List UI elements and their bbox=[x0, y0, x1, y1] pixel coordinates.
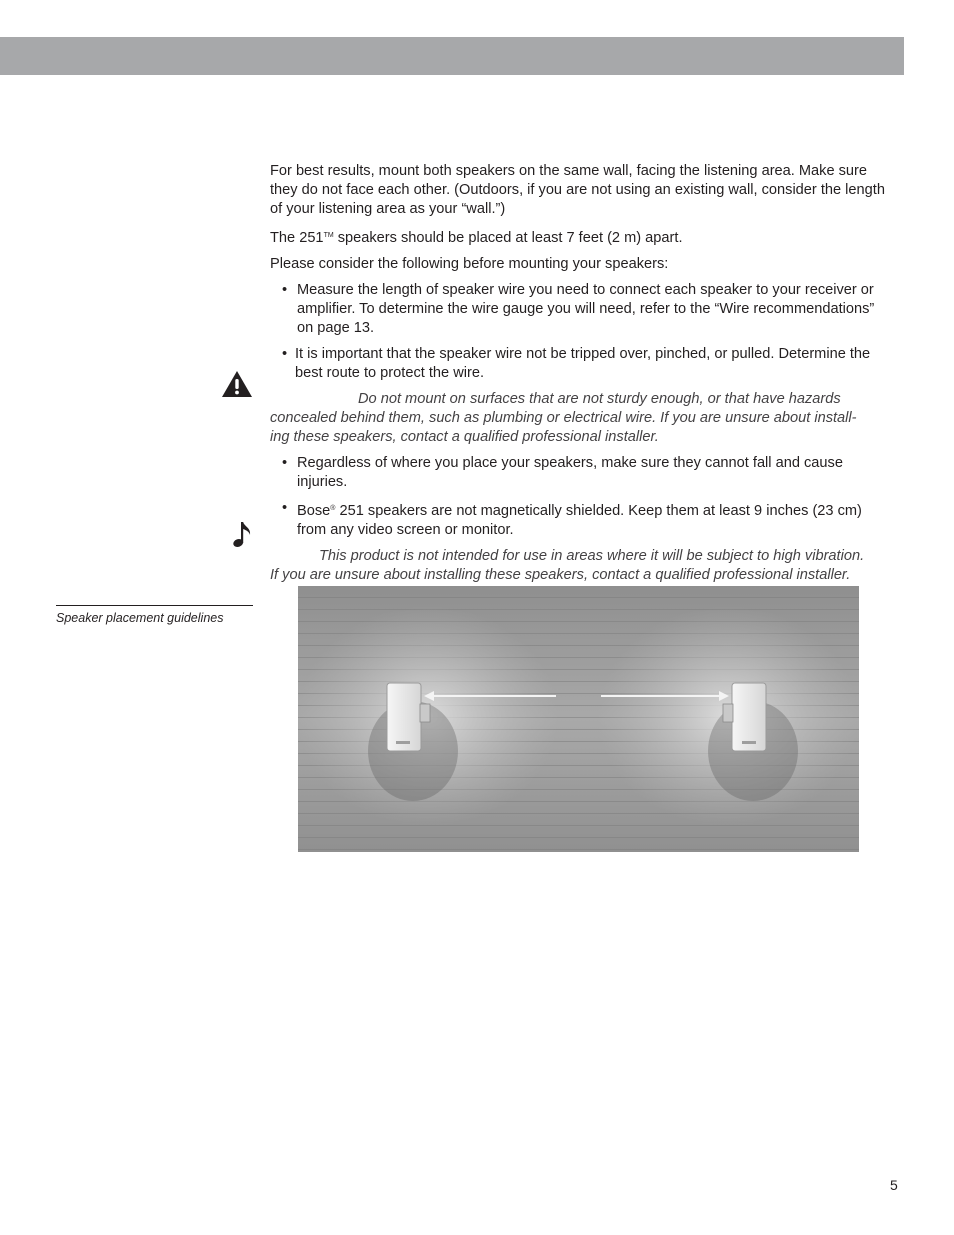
page-number: 5 bbox=[890, 1177, 898, 1193]
bullet-text-before: Bose bbox=[297, 503, 331, 519]
header-bar bbox=[0, 37, 904, 75]
intro-paragraph: For best results, mount both speakers on the same wall, facing the listening area. Make sure they do not face each other. (Outdoors, if you are not using an existing wall, consider the length of your listening area as your “wall.”) bbox=[270, 163, 885, 217]
registered-symbol: ® bbox=[330, 505, 336, 512]
note-notice bbox=[270, 547, 892, 585]
speaker-right bbox=[732, 683, 766, 751]
music-note-icon bbox=[232, 520, 254, 548]
caution-notice bbox=[270, 390, 892, 447]
bullet-dot: • bbox=[282, 500, 288, 516]
spacing-text-after: speakers should be placed at least 7 feet (2 m) apart. bbox=[333, 230, 683, 246]
bullet-dot: • bbox=[282, 282, 288, 298]
bullet-text: Measure the length of speaker wire you need to connect each speaker to your receiver or amplifier. To determine the wire gauge you will need, refer to the “Wire recommendations” on page 13. bbox=[297, 282, 875, 336]
speaker-left-bracket bbox=[420, 704, 430, 722]
caption-rule bbox=[56, 605, 253, 606]
spacing-paragraph bbox=[270, 226, 892, 248]
figure-caption: Speaker placement guidelines bbox=[56, 611, 224, 625]
bullet-dot: • bbox=[282, 455, 288, 471]
bullet-item bbox=[270, 281, 892, 338]
bullet-item bbox=[270, 345, 892, 383]
warning-triangle-icon bbox=[221, 370, 253, 398]
bullet-text: Regardless of where you place your speakers, make sure they cannot fall and cause injuries. bbox=[297, 455, 843, 490]
bullet-dot: • bbox=[282, 346, 288, 362]
speaker-left-logo bbox=[396, 741, 410, 744]
main-text bbox=[270, 162, 892, 585]
bullet-text-after: 251 speakers are not magnetically shielded. Keep them at least 9 inches (23 cm) from any video screen or monitor. bbox=[297, 503, 862, 538]
speaker-placement-illustration bbox=[298, 586, 859, 852]
consider-paragraph: Please consider the following before mounting your speakers: bbox=[270, 256, 669, 272]
bullet-text: It is important that the speaker wire not be tripped over, pinched, or pulled. Determine the best route to protect the wire. bbox=[295, 346, 871, 381]
speaker-right-logo bbox=[742, 741, 756, 744]
speaker-right-bracket bbox=[723, 704, 733, 722]
note-line: If you are unsure about installing these speakers, contact a qualified professional installer. bbox=[270, 567, 851, 583]
caution-line: concealed behind them, such as plumbing or electrical wire. If you are unsure about install- bbox=[270, 410, 857, 426]
bullet-item bbox=[270, 499, 892, 540]
speaker-left bbox=[387, 683, 421, 751]
trademark-symbol: TM bbox=[323, 232, 334, 239]
bullet-item bbox=[270, 454, 892, 492]
spacing-text-before: The 251 bbox=[270, 230, 324, 246]
caution-line: ing these speakers, contact a qualified professional installer. bbox=[270, 429, 659, 445]
caution-line: Do not mount on surfaces that are not sturdy enough, or that have hazards bbox=[358, 391, 841, 407]
note-line: This product is not intended for use in areas where it will be subject to high vibration. bbox=[319, 548, 865, 564]
